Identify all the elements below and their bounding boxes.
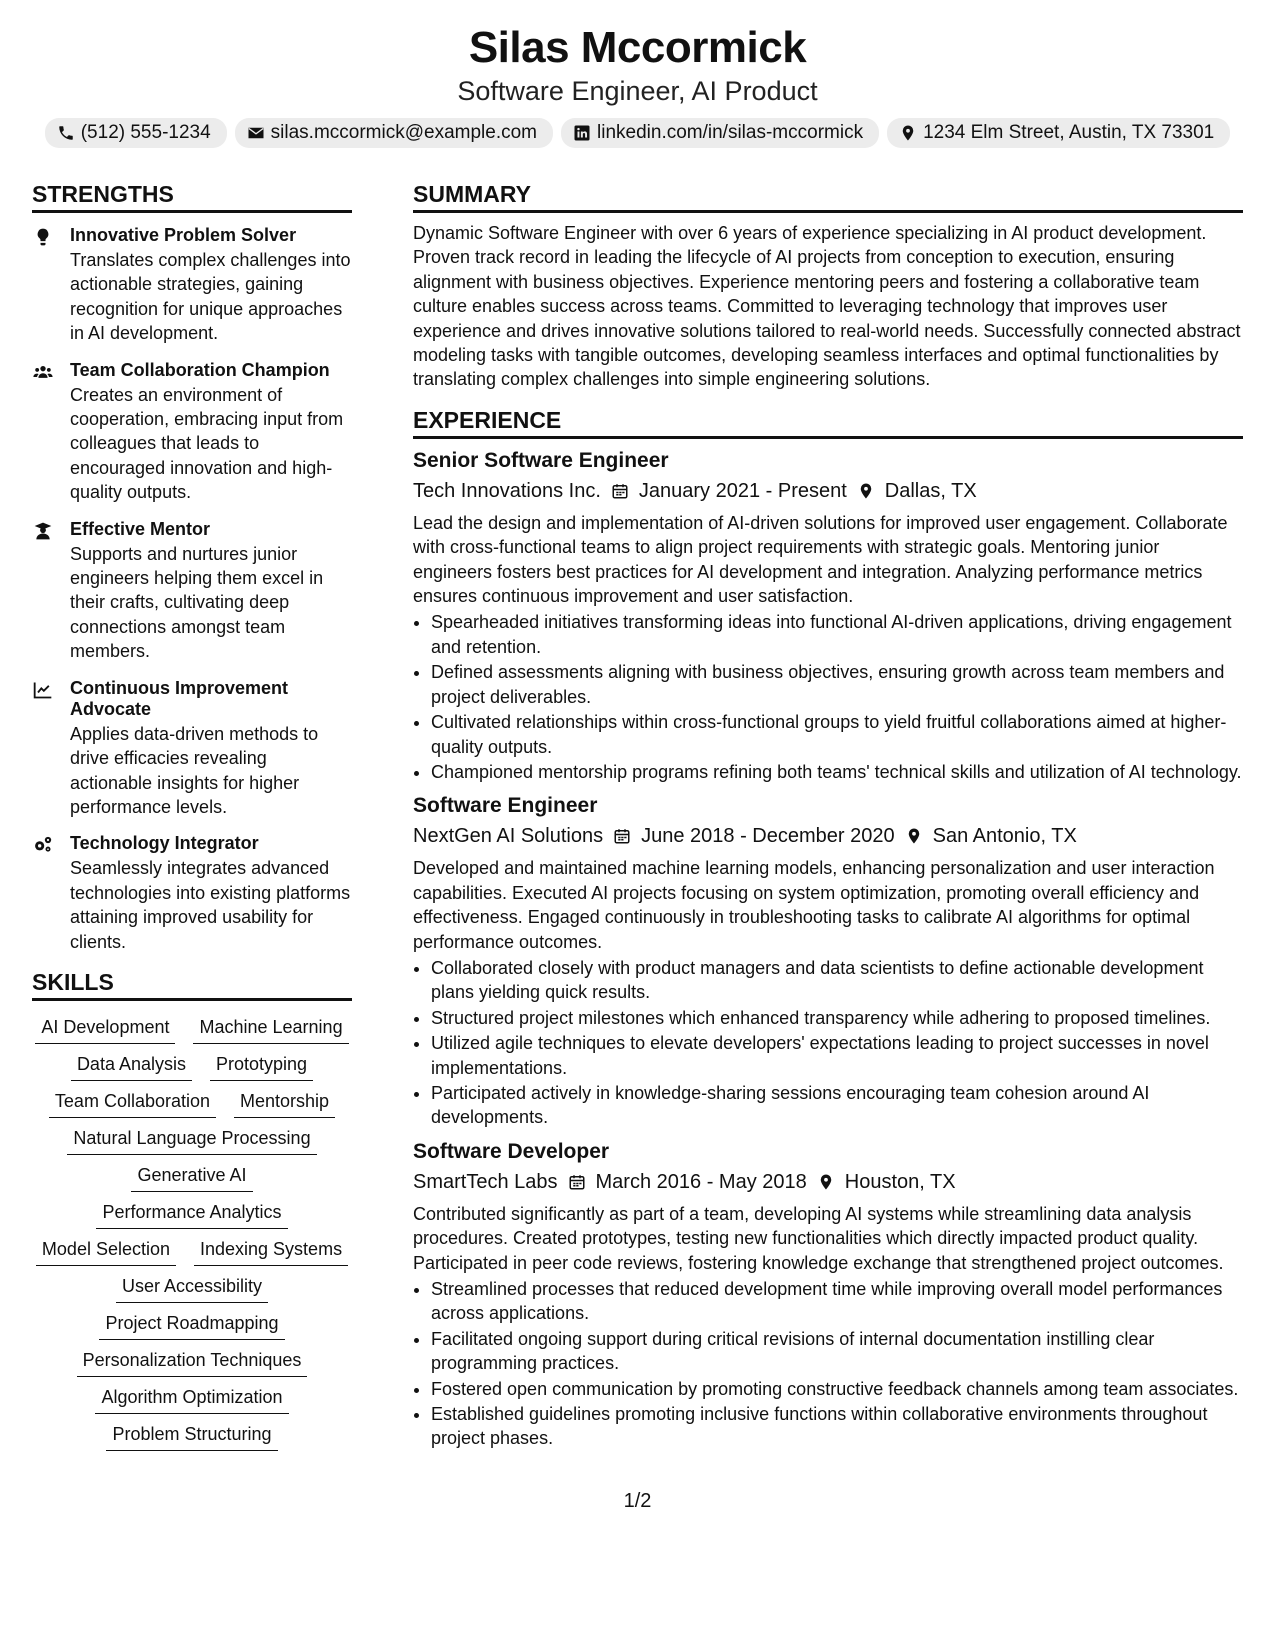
skill-tag: Model Selection — [36, 1237, 176, 1266]
experience-heading: EXPERIENCE — [413, 406, 1243, 439]
map-pin-icon — [857, 481, 875, 501]
strength-desc: Seamlessly integrates advanced technologies into existing platforms attaining improved usability for clients. — [70, 858, 351, 952]
job-title: Software Developer — [413, 1139, 610, 1163]
left-column — [32, 180, 352, 1452]
job-location: Houston, TX — [844, 1170, 956, 1193]
skill-tag: Personalization Techniques — [77, 1348, 308, 1377]
phone-icon — [57, 124, 75, 142]
strength-item — [32, 519, 352, 664]
contact-linkedin[interactable]: linkedin.com/in/silas-mccormick — [561, 118, 879, 148]
strength-item — [32, 678, 352, 820]
candidate-title: Software Engineer, AI Product — [457, 76, 818, 106]
skill-tag: Machine Learning — [193, 1015, 348, 1044]
skill-tag: Project Roadmapping — [99, 1311, 284, 1340]
job-bullets — [413, 610, 1243, 784]
strength-item — [32, 360, 352, 505]
job-entry — [413, 792, 1243, 1129]
page-number: 1/2 — [623, 1490, 652, 1512]
contact-address[interactable]: 1234 Elm Street, Austin, TX 73301 — [887, 118, 1230, 148]
mentor-icon — [32, 521, 54, 541]
map-pin-icon — [817, 1172, 835, 1192]
job-bullets — [413, 1277, 1243, 1451]
strength-title: Effective Mentor — [70, 518, 211, 539]
job-description: Developed and maintained machine learning models, enhancing personalization and user interaction capabilities. Executed AI projects focusing on system optimization, promoting overall efficiency and effectiveness. Engaged continuously in troubleshooting tasks to calibrate AI algorithms for optimal performance outcomes. — [413, 858, 1215, 952]
skill-tag: Generative AI — [131, 1163, 252, 1192]
skill-tag: Data Analysis — [71, 1052, 192, 1081]
job-bullet: • Defined assessments aligning with business objectives, ensuring growth across team members and project deliverables. — [431, 660, 1243, 709]
job-dates: January 2021 - Present — [638, 479, 847, 502]
job-bullet: • Cultivated relationships within cross-functional groups to yield fruitful collaborations aimed at higher-quality outputs. — [431, 710, 1243, 759]
map-pin-icon — [905, 826, 923, 846]
contact-phone[interactable]: (512) 555-1234 — [45, 118, 227, 148]
job-bullet: • Fostered open communication by promoting constructive feedback channels among team associates. — [431, 1377, 1243, 1401]
lightbulb-icon — [32, 227, 54, 247]
map-pin-icon — [899, 124, 917, 142]
strength-item — [32, 833, 352, 954]
job-location: Dallas, TX — [884, 479, 977, 502]
job-bullet: • Spearheaded initiatives transforming ideas into functional AI-driven applications, driving engagement and retention. — [431, 610, 1243, 659]
strength-desc: Creates an environment of cooperation, embracing input from colleagues that leads to encouraged innovation and high-quality outputs. — [70, 384, 344, 503]
skill-tag: Performance Analytics — [96, 1200, 287, 1229]
job-entry — [413, 447, 1243, 784]
strength-title: Innovative Problem Solver — [70, 225, 297, 245]
strength-title: Team Collaboration Champion — [70, 359, 330, 380]
skills-heading: SKILLS — [32, 968, 352, 1001]
job-bullet: • Championed mentorship programs refining both teams' technical skills and utilization of AI technology. — [431, 760, 1243, 784]
calendar-icon — [611, 481, 629, 501]
job-title: Software Engineer — [413, 794, 598, 818]
job-bullets — [413, 956, 1243, 1130]
job-description: Contributed significantly as part of a team, developing AI systems while streamlining data analysis procedures. Created prototypes, testing new functionalities which directly impacted product quality. Participated in peer code reviews, fostering knowledge exchange that strengthened project outcomes. — [413, 1203, 1224, 1273]
skill-tag: User Accessibility — [116, 1274, 268, 1303]
job-location: San Antonio, TX — [932, 825, 1077, 848]
skill-tag: Problem Structuring — [106, 1422, 277, 1451]
strengths-heading: STRENGTHS — [32, 180, 352, 213]
contact-email[interactable]: silas.mccormick@example.com — [235, 118, 553, 148]
chart-line-icon — [32, 680, 54, 700]
skill-tag: Prototyping — [210, 1052, 313, 1081]
right-column — [413, 180, 1243, 1452]
skill-tag: Mentorship — [234, 1089, 335, 1118]
calendar-icon — [568, 1172, 586, 1192]
job-bullet: • Collaborated closely with product managers and data scientists to define actionable development plans yielding quick results. — [431, 956, 1243, 1005]
job-bullet: • Streamlined processes that reduced development time while improving overall model performances across applications. — [431, 1277, 1243, 1326]
job-bullet: • Utilized agile techniques to elevate developers' expectations leading to project successes in novel implementations. — [431, 1031, 1243, 1080]
strength-title: Continuous Improvement Advocate — [70, 677, 289, 719]
skills-list — [32, 1015, 352, 1451]
contact-bar — [0, 118, 1275, 148]
strength-desc: Supports and nurtures junior engineers helping them excel in their crafts, cultivating deep connections amongst team members. — [70, 543, 324, 662]
job-bullet: • Participated actively in knowledge-sharing sessions encouraging team cohesion around AI developments. — [431, 1081, 1243, 1130]
strength-item — [32, 225, 352, 346]
job-title: Senior Software Engineer — [413, 448, 669, 472]
job-description: Lead the design and implementation of AI-driven solutions for improved user engagement. Collaborate with cross-functional teams to align project requirements with strategic goals. Mentoring junior engineers fosters best practices for AI development and integration. Analyzing performance metrics ensures continuous improvement and user satisfaction. — [413, 512, 1228, 607]
users-icon — [32, 362, 54, 382]
calendar-icon — [613, 826, 631, 846]
job-company: SmartTech Labs — [413, 1170, 558, 1193]
job-bullet: • Established guidelines promoting inclusive functions within collaborative environments throughout project phases. — [431, 1402, 1243, 1451]
job-bullet: • Facilitated ongoing support during critical revisions of internal documentation instilling clear programming practices. — [431, 1327, 1243, 1376]
job-dates: June 2018 - December 2020 — [641, 825, 895, 848]
skill-tag: Algorithm Optimization — [95, 1385, 288, 1414]
strength-desc: Translates complex challenges into actionable strategies, gaining recognition for unique approaches in AI development. — [70, 250, 351, 344]
skill-tag: Natural Language Processing — [67, 1126, 316, 1155]
job-bullet: • Structured project milestones which enhanced transparency while adhering to proposed timelines. — [431, 1006, 1243, 1030]
gears-icon — [32, 835, 54, 855]
envelope-icon — [247, 124, 265, 142]
skill-tag: AI Development — [35, 1015, 175, 1044]
summary-text: Dynamic Software Engineer with over 6 years of experience specializing in AI product development. Proven track record in leading the lifecycle of AI projects from conception to execution, ensuring alignment with business objectives. Experience mentoring peers and fostering a collaborative team culture enables success across teams. Committed to leveraging technology that improves user experience and drives innovative solutions tailored to real-world needs. Successfully connected abstract modeling tasks with tangible outcomes, developing seamless interfaces and optimal functionalities by translating complex challenges into simple engineering solutions. — [413, 223, 1241, 390]
strength-title: Technology Integrator — [70, 833, 259, 854]
candidate-name: Silas Mccormick — [468, 23, 807, 72]
resume-header — [0, 0, 1275, 148]
skill-tag: Team Collaboration — [49, 1089, 216, 1118]
job-company: NextGen AI Solutions — [413, 825, 604, 848]
linkedin-icon — [573, 124, 591, 142]
job-entry — [413, 1138, 1243, 1451]
summary-heading: SUMMARY — [413, 180, 1243, 213]
strengths-list — [32, 225, 352, 954]
job-company: Tech Innovations Inc. — [413, 479, 601, 502]
strength-desc: Applies data-driven methods to drive efficacies revealing actionable insights for higher performance levels. — [70, 723, 319, 817]
skill-tag: Indexing Systems — [194, 1237, 348, 1266]
job-dates: March 2016 - May 2018 — [595, 1170, 807, 1193]
